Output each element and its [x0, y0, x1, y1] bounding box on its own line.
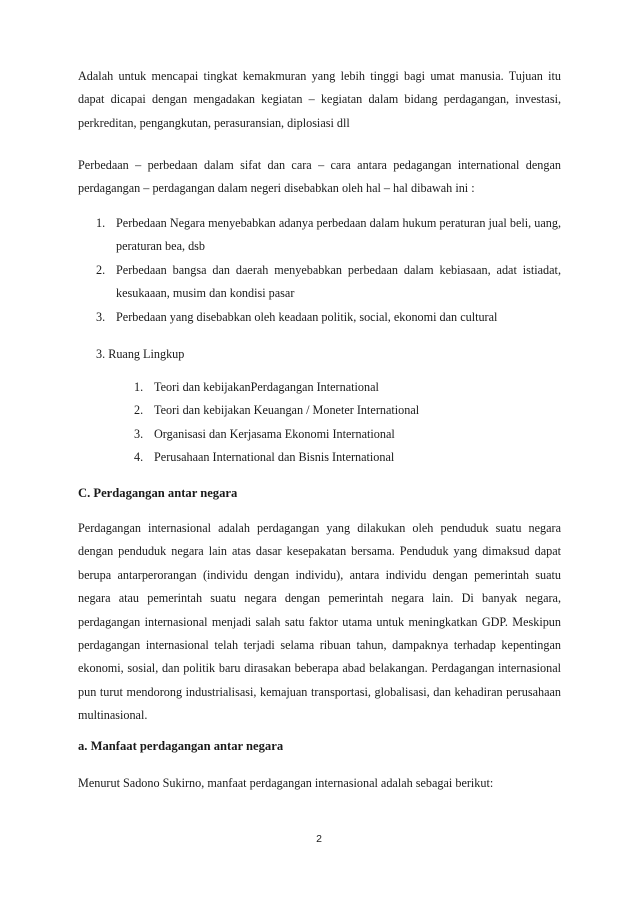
list-item: 1. Perbedaan Negara menyebabkan adanya perbedaan dalam hukum peraturan jual beli, uang, peraturan bea, dsb [96, 216, 561, 254]
list-item: 3. Organisasi dan Kerjasama Ekonomi International [134, 426, 395, 441]
page-number: 2 [316, 833, 322, 845]
list-item: 2. Teori dan kebijakan Keuangan / Moneter International [134, 403, 420, 418]
section-c-heading: C. Perdagangan antar negara [78, 486, 238, 500]
section-a-paragraph: Menurut Sadono Sukirno, manfaat perdagangan internasional adalah sebagai berikut: [78, 776, 494, 790]
list-item: 2. Perbedaan bangsa dan daerah menyebabkan perbedaan dalam kebiasaan, adat istiadat, kesukaaan, musim dan kondisi pasar [96, 262, 561, 301]
intro-paragraph: Adalah untuk mencapai tingkat kemakmuran yang lebih tinggi bagi umat manusia. Tujuan itu dapat dicapai dengan mengadakan kegiatan – kegiatan dalam bidang perdagangan, investasi, perkreditan, pengangkutan, perasuransian, diplosiasi dll [78, 69, 561, 130]
list-item: 1. Teori dan kebijakanPerdagangan International [134, 380, 379, 394]
list-item: 3. Perbedaan yang disebabkan oleh keadaan politik, social, ekonomi dan cultural [96, 309, 498, 324]
scope-heading: 3. Ruang Lingkup [96, 347, 185, 361]
scope-list [134, 376, 554, 470]
section-c-paragraph: Perdagangan internasional adalah perdagangan yang dilakukan oleh penduduk suatu negara dengan penduduk negara lain atas dasar kesepakatan bersama. Penduduk yang dimaksud dapat berupa antarperorangan (individu dengan individu), antara individu dengan pemerintah suatu negara atau pemerintah suatu negara dengan pemerintah negara lain. Di banyak negara, perdagangan internasional menjadi salah satu faktor utama untuk meningkatkan GDP. Meskipun perdagangan internasional telah terjadi selama ribuan tahun, dampaknya terhadap kepentingan ekonomi, sosial, dan politik baru dirasakan beberapa abad belakangan. Perdagangan internasional pun turut mendorong industrialisasi, kemajuan transportasi, globalisasi, dan kehadiran perusahaan multinasional. [78, 521, 561, 723]
differences-list [96, 212, 561, 329]
section-a-heading: a. Manfaat perdagangan antar negara [78, 739, 284, 753]
differences-paragraph: Perbedaan – perbedaan dalam sifat dan cara – cara antara pedagangan international dengan perdagangan – perdagangan dalam negeri disebabkan oleh hal – hal dibawah ini : [78, 158, 561, 196]
list-item: 4. Perusahaan International dan Bisnis International [134, 450, 395, 465]
